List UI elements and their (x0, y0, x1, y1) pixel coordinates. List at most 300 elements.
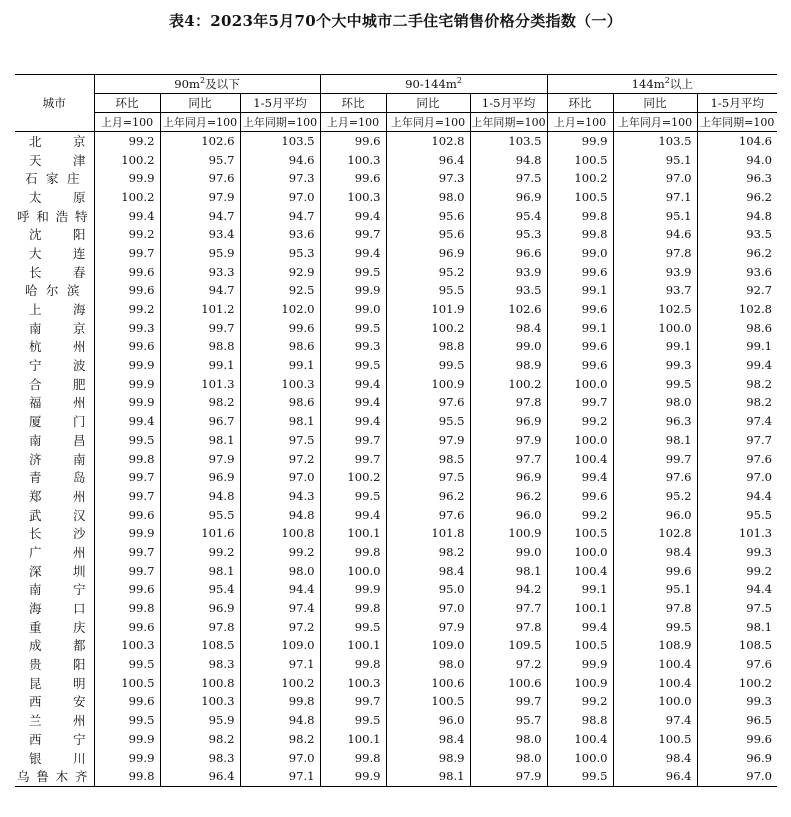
index-value: 95.5 (697, 506, 777, 525)
index-value: 100.5 (386, 693, 470, 712)
index-value: 98.3 (160, 749, 240, 768)
index-value: 94.4 (697, 487, 777, 506)
index-value: 98.1 (697, 618, 777, 637)
index-value: 99.4 (547, 468, 613, 487)
index-value: 100.8 (160, 674, 240, 693)
index-value: 98.1 (160, 431, 240, 450)
table-row (15, 300, 777, 319)
index-value: 100.2 (386, 319, 470, 338)
index-value: 98.6 (240, 338, 320, 357)
city-name: 广州 (29, 544, 86, 560)
index-value: 98.3 (160, 655, 240, 674)
index-value: 99.9 (94, 375, 160, 394)
index-value: 97.7 (470, 450, 547, 469)
index-value: 102.8 (613, 524, 697, 543)
table-row (15, 468, 777, 487)
index-value: 99.6 (94, 263, 160, 282)
index-value: 97.5 (697, 599, 777, 618)
table-row (15, 487, 777, 506)
index-value: 108.5 (697, 637, 777, 656)
index-value: 99.2 (94, 132, 160, 151)
index-value: 97.6 (160, 169, 240, 188)
index-value: 99.4 (320, 506, 386, 525)
index-value: 97.2 (240, 450, 320, 469)
index-value: 95.2 (613, 487, 697, 506)
index-value: 98.4 (386, 562, 470, 581)
index-value: 100.3 (160, 693, 240, 712)
sub-column-header: 1-5月平均 (470, 94, 547, 113)
index-value: 108.5 (160, 637, 240, 656)
index-value: 99.7 (94, 562, 160, 581)
index-value: 96.2 (470, 487, 547, 506)
index-value: 99.1 (160, 356, 240, 375)
table-row (15, 562, 777, 581)
table-row (15, 244, 777, 263)
index-value: 100.5 (613, 730, 697, 749)
index-value: 99.9 (320, 282, 386, 301)
index-value: 99.7 (320, 450, 386, 469)
index-value: 95.7 (160, 151, 240, 170)
table-row (15, 263, 777, 282)
index-value: 98.1 (160, 562, 240, 581)
index-value: 99.4 (320, 412, 386, 431)
index-value: 99.9 (547, 655, 613, 674)
index-value: 99.5 (320, 618, 386, 637)
sub-column-header: 1-5月平均 (240, 94, 320, 113)
index-value: 99.9 (94, 169, 160, 188)
index-value: 101.9 (386, 300, 470, 319)
index-value: 100.3 (320, 151, 386, 170)
sub-column-header: 同比 (160, 94, 240, 113)
index-value: 99.5 (547, 767, 613, 786)
index-value: 99.6 (613, 562, 697, 581)
index-value: 94.8 (240, 711, 320, 730)
index-value: 99.1 (697, 338, 777, 357)
index-value: 99.9 (94, 356, 160, 375)
index-value: 97.9 (160, 450, 240, 469)
index-value: 100.3 (94, 637, 160, 656)
index-value: 96.6 (470, 244, 547, 263)
city-name: 长沙 (29, 526, 86, 542)
index-value: 95.2 (386, 263, 470, 282)
index-value: 99.5 (613, 375, 697, 394)
index-value: 99.8 (94, 599, 160, 618)
index-value: 97.8 (613, 599, 697, 618)
index-value: 99.6 (547, 263, 613, 282)
table-row (15, 637, 777, 656)
index-value: 100.4 (547, 562, 613, 581)
index-value: 97.9 (386, 431, 470, 450)
index-value: 94.7 (160, 207, 240, 226)
index-value: 102.5 (613, 300, 697, 319)
index-value: 100.4 (613, 655, 697, 674)
index-value: 100.6 (386, 674, 470, 693)
index-value: 100.0 (613, 693, 697, 712)
index-value: 99.6 (547, 487, 613, 506)
index-value: 95.0 (386, 581, 470, 600)
index-value: 95.1 (613, 581, 697, 600)
city-name: 银川 (29, 750, 86, 766)
index-value: 98.1 (240, 412, 320, 431)
table-row (15, 282, 777, 301)
index-value: 99.8 (320, 749, 386, 768)
city-name: 天津 (29, 152, 86, 168)
index-value: 99.7 (94, 487, 160, 506)
index-value: 100.3 (320, 188, 386, 207)
index-value: 99.6 (547, 300, 613, 319)
sub-column-header: 1-5月平均 (697, 94, 777, 113)
city-name: 深圳 (29, 563, 86, 579)
table-row (15, 412, 777, 431)
index-value: 97.9 (386, 618, 470, 637)
index-value: 100.5 (547, 188, 613, 207)
index-value: 95.1 (613, 151, 697, 170)
index-value: 96.4 (613, 767, 697, 786)
index-value: 99.1 (547, 319, 613, 338)
index-value: 103.5 (613, 132, 697, 151)
index-value: 97.8 (613, 244, 697, 263)
index-value: 99.2 (94, 300, 160, 319)
index-value: 99.8 (94, 450, 160, 469)
index-value: 99.0 (320, 300, 386, 319)
index-value: 96.0 (386, 711, 470, 730)
index-value: 99.9 (547, 132, 613, 151)
index-value: 100.2 (320, 468, 386, 487)
index-value: 99.5 (613, 618, 697, 637)
index-value: 100.0 (547, 749, 613, 768)
table-row (15, 711, 777, 730)
city-name: 石家庄 (25, 171, 80, 187)
index-value: 97.5 (470, 169, 547, 188)
city-name: 贵阳 (29, 657, 86, 673)
index-value: 95.5 (386, 282, 470, 301)
index-value: 100.0 (547, 431, 613, 450)
index-value: 96.0 (613, 506, 697, 525)
index-value: 98.2 (697, 375, 777, 394)
index-value: 97.7 (470, 599, 547, 618)
city-name: 青岛 (29, 470, 86, 486)
index-value: 95.5 (160, 506, 240, 525)
index-value: 94.3 (240, 487, 320, 506)
table-row (15, 151, 777, 170)
index-value: 97.4 (613, 711, 697, 730)
index-value: 95.7 (470, 711, 547, 730)
index-value: 100.1 (547, 599, 613, 618)
index-value: 96.0 (470, 506, 547, 525)
index-value: 99.4 (94, 412, 160, 431)
index-value: 99.8 (547, 225, 613, 244)
index-value: 97.8 (470, 394, 547, 413)
price-index-table (15, 74, 777, 787)
city-name: 上海 (29, 302, 86, 318)
index-value: 97.2 (470, 655, 547, 674)
city-name: 南京 (29, 320, 86, 336)
table-row (15, 132, 777, 151)
index-value: 93.5 (470, 282, 547, 301)
index-value: 100.0 (320, 562, 386, 581)
index-value: 95.5 (386, 412, 470, 431)
index-value: 94.7 (160, 282, 240, 301)
table-row (15, 188, 777, 207)
index-value: 98.1 (613, 431, 697, 450)
table-row (15, 674, 777, 693)
city-name: 厦门 (29, 414, 86, 430)
index-value: 97.4 (240, 599, 320, 618)
base-column-header: 上年同期=100 (470, 113, 547, 132)
index-value: 98.4 (386, 730, 470, 749)
index-value: 98.1 (470, 562, 547, 581)
index-value: 99.4 (320, 375, 386, 394)
index-value: 100.0 (613, 319, 697, 338)
index-value: 99.5 (94, 711, 160, 730)
index-value: 95.6 (386, 225, 470, 244)
index-value: 96.9 (160, 468, 240, 487)
index-value: 99.8 (320, 599, 386, 618)
index-value: 98.9 (470, 356, 547, 375)
index-value: 99.2 (547, 412, 613, 431)
index-value: 100.2 (94, 151, 160, 170)
city-name: 太原 (29, 189, 86, 205)
base-column-header: 上年同月=100 (386, 113, 470, 132)
index-value: 97.6 (386, 506, 470, 525)
index-value: 97.0 (613, 169, 697, 188)
table-row (15, 356, 777, 375)
index-value: 96.9 (386, 244, 470, 263)
index-value: 99.5 (320, 356, 386, 375)
index-value: 100.3 (240, 375, 320, 394)
index-value: 99.9 (94, 524, 160, 543)
index-value: 102.6 (470, 300, 547, 319)
index-value: 97.0 (697, 468, 777, 487)
city-column-header: 城市 (15, 75, 94, 132)
index-value: 92.7 (697, 282, 777, 301)
base-column-header: 上月=100 (547, 113, 613, 132)
index-value: 96.3 (613, 412, 697, 431)
index-value: 99.7 (320, 225, 386, 244)
index-value: 99.7 (94, 244, 160, 263)
index-value: 96.9 (160, 599, 240, 618)
index-value: 97.4 (697, 412, 777, 431)
index-value: 99.2 (160, 543, 240, 562)
index-value: 94.7 (240, 207, 320, 226)
index-value: 93.3 (160, 263, 240, 282)
index-value: 99.6 (94, 581, 160, 600)
index-value: 96.4 (386, 151, 470, 170)
index-value: 93.7 (613, 282, 697, 301)
index-value: 99.8 (320, 543, 386, 562)
index-value: 98.0 (470, 730, 547, 749)
index-value: 97.8 (160, 618, 240, 637)
index-value: 99.6 (94, 338, 160, 357)
group-header-large: $144m^2$以上 (547, 75, 777, 94)
city-name: 北京 (29, 133, 86, 149)
index-value: 108.9 (613, 637, 697, 656)
index-value: 98.0 (386, 188, 470, 207)
index-value: 99.4 (697, 356, 777, 375)
table-row (15, 543, 777, 562)
index-value: 100.5 (547, 637, 613, 656)
index-value: 97.0 (240, 188, 320, 207)
index-value: 97.6 (386, 394, 470, 413)
index-value: 100.1 (320, 730, 386, 749)
group-header-medium: $90-144m^2$ (320, 75, 547, 94)
table-row (15, 581, 777, 600)
index-value: 94.8 (240, 506, 320, 525)
index-value: 97.5 (240, 431, 320, 450)
index-value: 97.0 (240, 468, 320, 487)
index-value: 93.4 (160, 225, 240, 244)
index-value: 99.0 (547, 244, 613, 263)
index-value: 95.1 (613, 207, 697, 226)
index-value: 100.5 (94, 674, 160, 693)
index-value: 99.7 (470, 693, 547, 712)
index-value: 99.1 (613, 338, 697, 357)
index-value: 99.6 (697, 730, 777, 749)
index-value: 99.4 (320, 244, 386, 263)
index-value: 99.0 (470, 338, 547, 357)
index-value: 99.4 (320, 394, 386, 413)
index-value: 99.7 (94, 468, 160, 487)
table-row (15, 375, 777, 394)
index-value: 99.3 (697, 693, 777, 712)
index-value: 94.2 (470, 581, 547, 600)
index-value: 99.5 (320, 711, 386, 730)
index-value: 96.9 (470, 412, 547, 431)
index-value: 98.0 (240, 562, 320, 581)
index-value: 97.1 (240, 767, 320, 786)
index-value: 99.8 (547, 207, 613, 226)
index-value: 99.9 (94, 730, 160, 749)
index-value: 96.4 (160, 767, 240, 786)
index-value: 100.1 (320, 637, 386, 656)
city-name: 南宁 (29, 582, 86, 598)
index-value: 99.0 (470, 543, 547, 562)
sub-column-header: 同比 (386, 94, 470, 113)
index-value: 109.5 (470, 637, 547, 656)
index-value: 98.4 (613, 543, 697, 562)
index-value: 97.6 (697, 655, 777, 674)
index-value: 97.3 (386, 169, 470, 188)
city-name: 哈尔滨 (25, 283, 80, 299)
index-value: 97.9 (470, 767, 547, 786)
base-column-header: 上年同月=100 (613, 113, 697, 132)
index-value: 99.5 (94, 655, 160, 674)
table-row (15, 319, 777, 338)
index-value: 100.2 (94, 188, 160, 207)
index-value: 99.7 (613, 450, 697, 469)
index-value: 98.4 (613, 749, 697, 768)
index-value: 100.6 (470, 674, 547, 693)
city-name: 呼和浩特 (17, 208, 88, 224)
index-value: 99.8 (320, 655, 386, 674)
index-value: 100.8 (240, 524, 320, 543)
city-name: 成都 (29, 638, 86, 654)
index-value: 99.8 (240, 693, 320, 712)
index-value: 98.2 (240, 730, 320, 749)
index-value: 98.1 (386, 767, 470, 786)
index-value: 96.2 (697, 188, 777, 207)
index-value: 98.2 (386, 543, 470, 562)
index-value: 98.6 (240, 394, 320, 413)
table-row (15, 655, 777, 674)
index-value: 96.9 (470, 188, 547, 207)
index-value: 95.9 (160, 711, 240, 730)
table-title: 表4：2023年5月70个大中城市二手住宅销售价格分类指数（一） (168, 12, 623, 30)
index-value: 100.5 (547, 524, 613, 543)
index-value: 98.8 (547, 711, 613, 730)
index-value: 98.2 (160, 730, 240, 749)
index-value: 97.0 (697, 767, 777, 786)
index-value: 99.9 (320, 767, 386, 786)
index-value: 95.3 (470, 225, 547, 244)
table-row (15, 599, 777, 618)
index-value: 99.3 (320, 338, 386, 357)
index-value: 99.9 (94, 749, 160, 768)
index-value: 104.6 (697, 132, 777, 151)
index-value: 96.3 (697, 169, 777, 188)
city-name: 昆明 (29, 675, 86, 691)
table-row (15, 338, 777, 357)
index-value: 99.9 (94, 394, 160, 413)
city-name: 南昌 (29, 432, 86, 448)
index-value: 99.5 (94, 431, 160, 450)
index-value: 99.5 (386, 356, 470, 375)
base-column-header: 上年同期=100 (697, 113, 777, 132)
city-name: 郑州 (29, 488, 86, 504)
index-value: 95.3 (240, 244, 320, 263)
index-value: 99.5 (320, 319, 386, 338)
index-value: 99.9 (320, 581, 386, 600)
index-value: 99.7 (160, 319, 240, 338)
index-value: 103.5 (470, 132, 547, 151)
index-value: 99.5 (320, 263, 386, 282)
index-value: 97.9 (160, 188, 240, 207)
index-value: 97.6 (613, 468, 697, 487)
index-value: 99.2 (697, 562, 777, 581)
index-value: 99.2 (94, 225, 160, 244)
table-row (15, 506, 777, 525)
index-value: 94.4 (697, 581, 777, 600)
index-value: 100.5 (547, 151, 613, 170)
city-name: 大连 (29, 245, 86, 261)
index-value: 96.2 (386, 487, 470, 506)
city-name: 合肥 (29, 376, 86, 392)
index-value: 96.7 (160, 412, 240, 431)
table-row (15, 730, 777, 749)
index-value: 99.5 (320, 487, 386, 506)
index-value: 103.5 (240, 132, 320, 151)
city-name: 沈阳 (29, 227, 86, 243)
index-value: 92.9 (240, 263, 320, 282)
index-value: 93.5 (697, 225, 777, 244)
index-value: 99.6 (94, 282, 160, 301)
index-value: 109.0 (240, 637, 320, 656)
index-value: 98.0 (470, 749, 547, 768)
table-row (15, 749, 777, 768)
index-value: 99.7 (320, 431, 386, 450)
table-row (15, 207, 777, 226)
base-column-header: 上年同期=100 (240, 113, 320, 132)
index-value: 98.4 (470, 319, 547, 338)
index-value: 94.4 (240, 581, 320, 600)
index-value: 97.0 (386, 599, 470, 618)
index-value: 96.9 (697, 749, 777, 768)
index-value: 99.6 (94, 506, 160, 525)
table-row (15, 225, 777, 244)
index-value: 99.1 (547, 282, 613, 301)
index-value: 98.8 (386, 338, 470, 357)
index-value: 99.4 (547, 618, 613, 637)
